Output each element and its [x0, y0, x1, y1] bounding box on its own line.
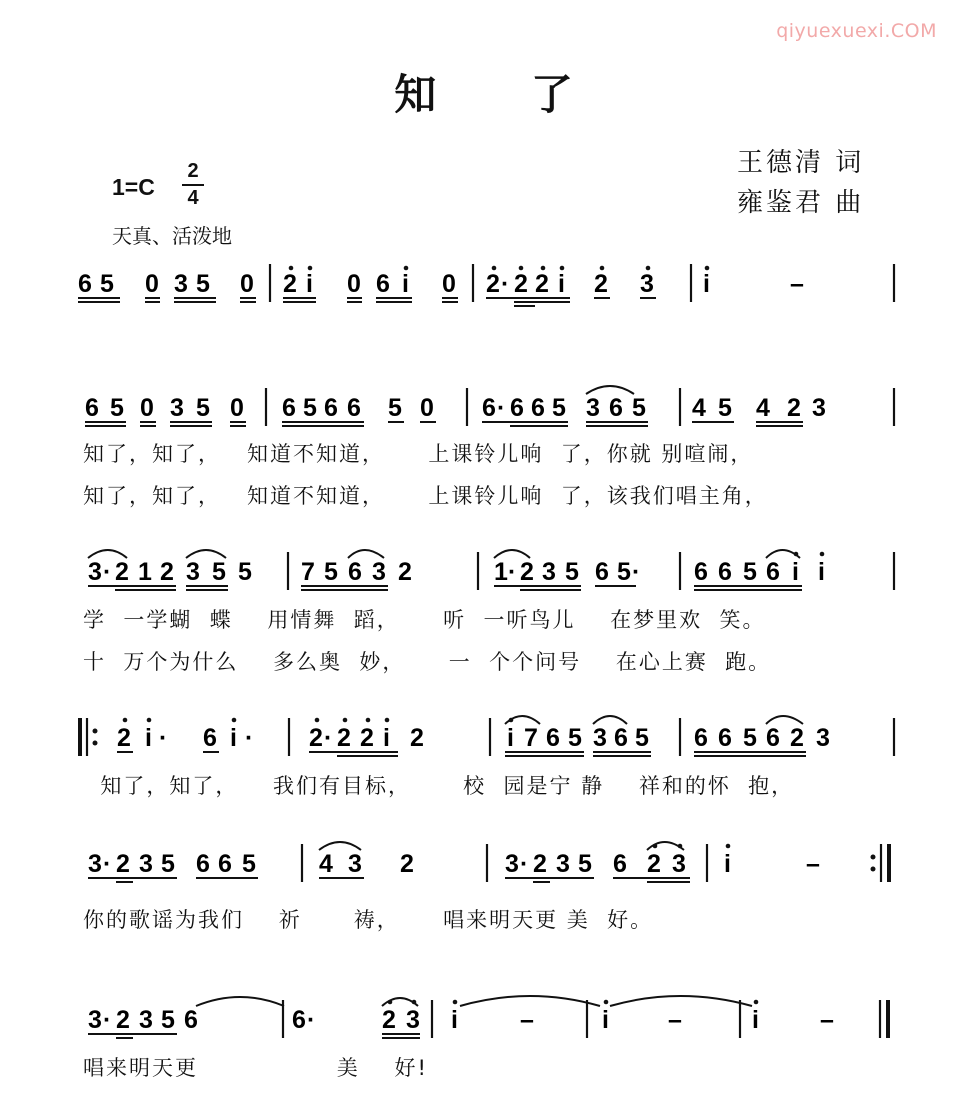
note: 2	[400, 850, 414, 878]
system-2-notation	[0, 382, 967, 432]
lyric-line-1: 知了，知了， 知道不知道， 上课铃儿响 了，你就 别喧闹，	[83, 442, 754, 466]
note: 2	[514, 270, 528, 298]
time-signature	[180, 160, 206, 210]
note: 5	[161, 1006, 175, 1034]
note: 3	[640, 270, 654, 298]
note: 2	[647, 850, 661, 878]
note: 0	[420, 394, 434, 422]
note: 6	[694, 558, 708, 586]
note: 2	[535, 270, 549, 298]
tempo-marking: 天真、活泼地	[112, 224, 232, 248]
note: ·	[245, 724, 254, 752]
note: i	[507, 724, 514, 752]
note: ·	[103, 1006, 112, 1034]
note: ·	[103, 850, 112, 878]
note: 2	[533, 850, 547, 878]
note: 5	[242, 850, 256, 878]
system-4-notation	[0, 712, 967, 762]
note: 4	[756, 394, 770, 422]
note: 3	[593, 724, 607, 752]
note: 2	[410, 724, 424, 752]
note: 2	[790, 724, 804, 752]
note: 6	[282, 394, 296, 422]
note: 5	[196, 270, 210, 298]
lyric-line-7: 唱来明天更 美 好!	[83, 1056, 428, 1080]
note: 3	[88, 1006, 102, 1034]
note: 5	[568, 724, 582, 752]
note: 3	[139, 850, 153, 878]
watermark: qiyuexuexi.COM	[776, 20, 937, 42]
note: –	[820, 1006, 834, 1034]
note: 2	[116, 850, 130, 878]
note: 1	[138, 558, 152, 586]
note: 3	[170, 394, 184, 422]
note: 2	[398, 558, 412, 586]
note: 6	[766, 558, 780, 586]
note: 6	[218, 850, 232, 878]
note: ·	[307, 1006, 316, 1034]
note: 3	[88, 558, 102, 586]
note: 5	[565, 558, 579, 586]
note: 3	[816, 724, 830, 752]
note: 3	[372, 558, 386, 586]
note: 2	[787, 394, 801, 422]
note: i	[792, 558, 799, 586]
note: 0	[347, 270, 361, 298]
note: 3	[542, 558, 556, 586]
note: 0	[230, 394, 244, 422]
note: 6	[546, 724, 560, 752]
note: 3	[586, 394, 600, 422]
note: 1	[494, 558, 508, 586]
note: ·	[324, 724, 333, 752]
note: 6	[376, 270, 390, 298]
note: 2	[116, 1006, 130, 1034]
note: i	[724, 850, 731, 878]
note: ·	[159, 724, 168, 752]
note: 3	[672, 850, 686, 878]
note: 3	[88, 850, 102, 878]
note: 3	[348, 850, 362, 878]
time-signature-bottom: 4	[187, 187, 199, 209]
note: 2	[337, 724, 351, 752]
note: 5	[743, 724, 757, 752]
note: 3	[174, 270, 188, 298]
note: 6	[292, 1006, 306, 1034]
note: 2	[115, 558, 129, 586]
note: 3	[186, 558, 200, 586]
note: 0	[145, 270, 159, 298]
note: ·	[632, 558, 641, 586]
note: 3	[812, 394, 826, 422]
note: 6	[595, 558, 609, 586]
note: 6	[613, 850, 627, 878]
note: 6	[609, 394, 623, 422]
note: 7	[524, 724, 538, 752]
composer-credit: 雍鉴君 曲	[737, 188, 865, 218]
note: 3	[505, 850, 519, 878]
time-signature-bar	[182, 184, 204, 186]
note: 0	[240, 270, 254, 298]
note: 2	[594, 270, 608, 298]
note: 2	[160, 558, 174, 586]
note: ·	[508, 558, 517, 586]
note: 5	[635, 724, 649, 752]
note: 0	[442, 270, 456, 298]
lyricist-credit: 王德清 词	[737, 148, 865, 178]
note: 2	[520, 558, 534, 586]
note: 6	[203, 724, 217, 752]
note: i	[451, 1006, 458, 1034]
note: ·	[501, 270, 510, 298]
note: 5	[324, 558, 338, 586]
note: 2	[360, 724, 374, 752]
note: –	[520, 1006, 534, 1034]
note: 3	[406, 1006, 420, 1034]
lyric-line-5: 知了，知了， 我们有目标， 校 园是宁 静 祥和的怀 抱，	[83, 774, 795, 798]
note: ·	[497, 394, 506, 422]
note: 4	[319, 850, 333, 878]
note: 5	[718, 394, 732, 422]
note: 2	[382, 1006, 396, 1034]
music-system-6	[0, 994, 967, 1044]
lyric-line-2: 知了，知了， 知道不知道， 上课铃儿响 了，该我们唱主角，	[83, 484, 768, 508]
note: 6	[85, 394, 99, 422]
note: –	[668, 1006, 682, 1034]
note: 5	[100, 270, 114, 298]
note: i	[558, 270, 565, 298]
music-system-5	[0, 838, 967, 888]
note: 6	[531, 394, 545, 422]
note: 6	[78, 270, 92, 298]
note: –	[806, 850, 820, 878]
note: i	[752, 1006, 759, 1034]
note: i	[383, 724, 390, 752]
note: i	[402, 270, 409, 298]
system-6-notation	[0, 994, 967, 1044]
system-5-notation	[0, 838, 967, 888]
note: 7	[301, 558, 315, 586]
note: 5	[196, 394, 210, 422]
note: ·	[103, 558, 112, 586]
note: 5	[161, 850, 175, 878]
note: 6	[324, 394, 338, 422]
note: 6	[196, 850, 210, 878]
note: 3	[556, 850, 570, 878]
note: i	[602, 1006, 609, 1034]
note: 6	[184, 1006, 198, 1034]
note: 6	[482, 394, 496, 422]
music-system-2	[0, 382, 967, 432]
note: 6	[718, 724, 732, 752]
note: 5	[617, 558, 631, 586]
note: 0	[140, 394, 154, 422]
note: 2	[309, 724, 323, 752]
music-system-4	[0, 712, 967, 762]
note: 5	[578, 850, 592, 878]
note: 3	[139, 1006, 153, 1034]
system-3-notation	[0, 546, 967, 596]
music-system-3	[0, 546, 967, 596]
note: i	[306, 270, 313, 298]
note: 6	[718, 558, 732, 586]
song-title: 知 了	[394, 70, 613, 119]
note: i	[818, 558, 825, 586]
note: 5	[303, 394, 317, 422]
note: 6	[766, 724, 780, 752]
music-system-1	[0, 258, 967, 308]
key-signature: 1=C	[112, 174, 155, 200]
note: 6	[510, 394, 524, 422]
note: 5	[388, 394, 402, 422]
note: 2	[486, 270, 500, 298]
time-signature-top: 2	[187, 160, 199, 182]
note: 5	[212, 558, 226, 586]
note: 5	[552, 394, 566, 422]
note: 6	[347, 394, 361, 422]
lyric-line-3: 学 一学蝴 蝶 用情舞 蹈， 听 一听鸟儿 在梦里欢 笑。	[83, 608, 766, 632]
note: 2	[117, 724, 131, 752]
note: 6	[614, 724, 628, 752]
note: i	[145, 724, 152, 752]
note: 4	[692, 394, 706, 422]
note: i	[703, 270, 710, 298]
system-1-notation	[0, 258, 967, 308]
note: 5	[238, 558, 252, 586]
lyric-line-4: 十 万个为什么 多么奥 妙， 一 个个问号 在心上赛 跑。	[83, 650, 772, 674]
note: 5	[743, 558, 757, 586]
note: 5	[110, 394, 124, 422]
note: ·	[520, 850, 529, 878]
lyric-line-6: 你的歌谣为我们 祈 祷， 唱来明天更 美 好。	[83, 908, 654, 932]
note: i	[230, 724, 237, 752]
note: 6	[348, 558, 362, 586]
note: –	[790, 270, 804, 298]
note: 2	[283, 270, 297, 298]
note: 6	[694, 724, 708, 752]
note: 5	[632, 394, 646, 422]
